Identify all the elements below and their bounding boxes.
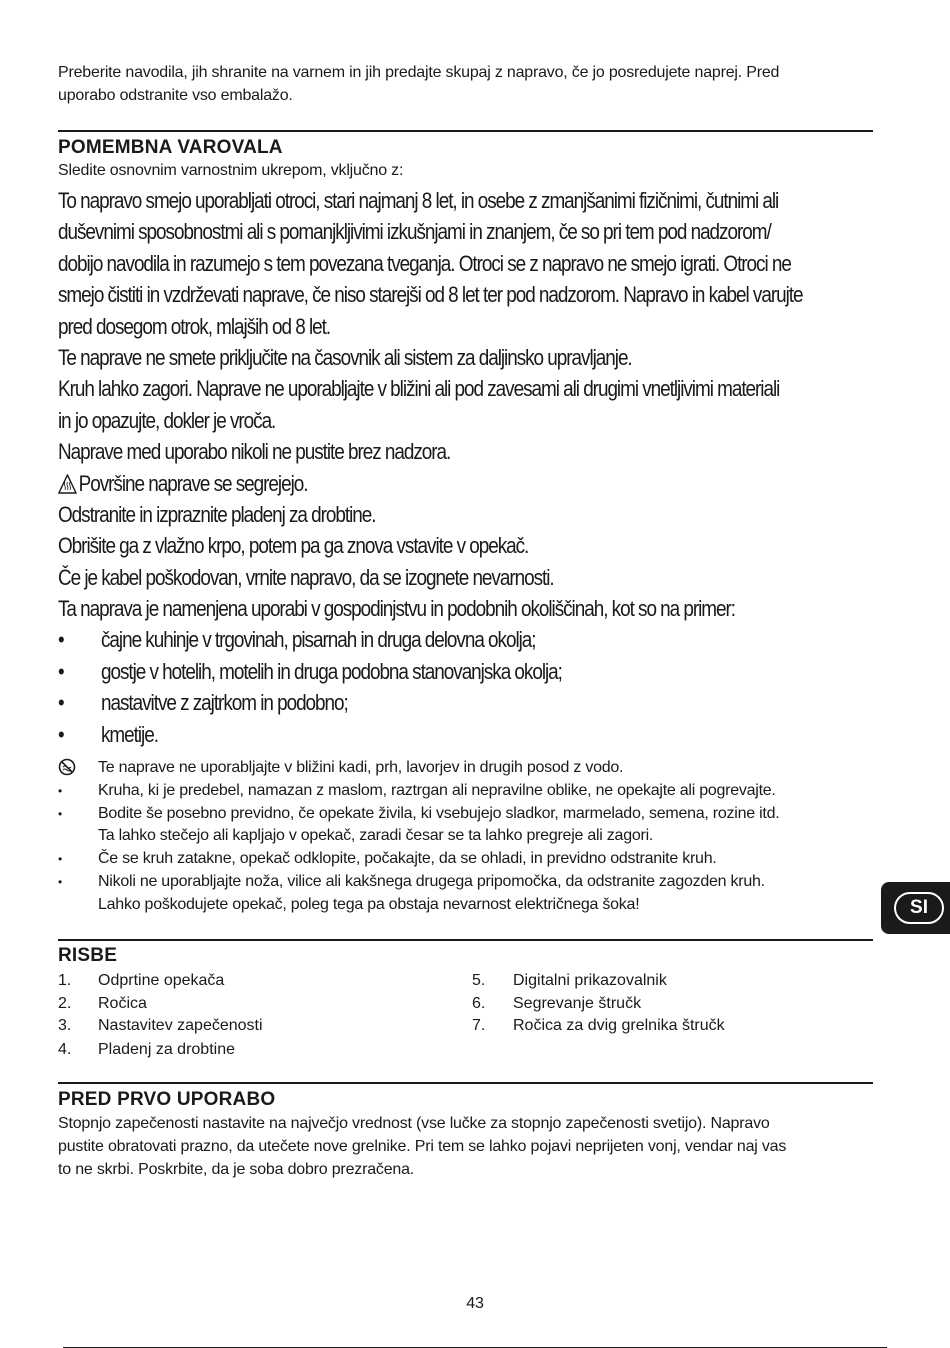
safety-line: dobijo navodila in razumejo s tem povezana tveganja. Otroci se z napravo ne smejo igrati. Otroci ne — [58, 250, 791, 276]
figures-heading: RISBE — [58, 945, 118, 966]
figure-label: Ročica — [98, 995, 147, 1012]
bullet: • — [58, 627, 64, 653]
list-item: • čajne kuhinje v trgovinah, pisarnah in druga delovna okolja; — [58, 624, 772, 655]
first-use-text — [58, 1112, 888, 1181]
section-rule — [58, 1082, 873, 1084]
safety-big-text — [58, 185, 803, 750]
bullet: • — [58, 658, 64, 684]
figure-num: 2. — [58, 995, 72, 1012]
safety-line: To napravo smejo uporabljati otroci, stari najmanj 8 let, in osebe z zmanjšanimi fizičnimi, čutnimi ali — [58, 188, 779, 213]
list-item-continued: Lahko poškodujete opekač, poleg tega pa obstaja nevarnost električnega šoka! — [98, 896, 640, 913]
safety-line: smejo čistiti in vzdrževati naprave, če niso starejši od 8 let ter pod nadzorom. Napravo in kabel varujte — [58, 282, 803, 308]
safety-line: Če je kabel poškodovan, vrnite napravo, da se izognete nevarnosti. — [58, 564, 554, 590]
first-use-line: pustite obratovati prazno, da utečete nove grelnike. Pri tem se lahko pojavi neprijeten vonj, vendar naj vas — [58, 1138, 787, 1155]
hot-surface-line — [58, 468, 772, 499]
bullet: • — [58, 875, 63, 889]
safety-line: Odstranite in izpraznite pladenj za drobtine. — [58, 501, 376, 527]
intro-text — [58, 61, 888, 107]
figure-label: Digitalni prikazovalnik — [513, 972, 667, 989]
safety-line: Kruh lahko zagori. Naprave ne uporabljajte v bližini ali pod zavesami ali drugimi vnetljivimi materiali — [58, 376, 780, 402]
figure-label: Nastavitev zapečenosti — [98, 1017, 263, 1034]
figure-label: Segrevanje štručk — [513, 995, 642, 1012]
list-item: • kmetije. — [58, 719, 772, 750]
section-rule — [58, 939, 873, 941]
bullet: • — [58, 807, 63, 821]
language-tab — [881, 882, 950, 934]
safety-subtitle: Sledite osnovnim varnostnim ukrepom, vključno z: — [58, 162, 404, 179]
language-tab-label: SI — [894, 892, 944, 924]
safety-line: Te naprave ne smete priključite na časovnik ali sistem za daljinsko upravljanje. — [58, 344, 632, 370]
list-item: • nastavitve z zajtrkom in podobno; — [58, 687, 772, 718]
list-item: • gostje v hotelih, motelih in druga podobna stanovanjska okolja; — [58, 656, 772, 687]
bullet: • — [58, 690, 64, 716]
figure-num: 3. — [58, 1017, 72, 1034]
figure-label: Ročica za dvig grelnika štručk — [513, 1017, 725, 1034]
safety-line: in jo opazujte, dokler je vroča. — [58, 407, 276, 433]
figure-num: 6. — [472, 995, 486, 1012]
figure-num: 4. — [58, 1041, 72, 1058]
list-item-continued: Ta lahko stečejo ali kapljajo v opekač, zaradi česar se ta lahko pregreje ali zagori. — [98, 827, 654, 844]
section-rule — [58, 130, 873, 132]
figure-num: 7. — [472, 1017, 486, 1034]
bullet: • — [58, 784, 63, 798]
safety-line: pred dosegom otrok, mlajših od 8 let. — [58, 313, 331, 339]
bullet: • — [58, 721, 64, 747]
first-use-line: to ne skrbi. Poskrbite, da je soba dobro prezračena. — [58, 1161, 415, 1178]
safety-heading: POMEMBNA VAROVALA — [58, 137, 283, 158]
safety-line: Obrišite ga z vlažno krpo, potem pa ga znova vstavite v opekač. — [58, 533, 529, 559]
list-item: Če se kruh zatakne, opekač odklopite, počakajte, da se ohladi, in previdno odstranite kruh. — [98, 850, 717, 867]
intro-line: Preberite navodila, jih shranite na varnem in jih predajte skupaj z napravo, če jo posredujete naprej. Pred — [58, 64, 780, 81]
safety-line: Naprave med uporabo nikoli ne pustite brez nadzora. — [58, 439, 451, 465]
first-use-line: Stopnjo zapečenosti nastavite na največjo vrednost (vse lučke za stopnjo zapečenosti svetijo). Napravo — [58, 1115, 770, 1132]
water-warning-text: Te naprave ne uporabljajte v bližini kadi, prh, lavorjev in drugih posod z vodo. — [98, 759, 624, 776]
list-item: Bodite še posebno previdno, če opekate živila, ki vsebujejo sladkor, marmelado, semena, rozine itd. — [98, 805, 780, 822]
figure-num: 1. — [58, 972, 72, 989]
list-item: Kruha, ki je predebel, namazan z maslom, raztrgan ali nepravilne oblike, ne opekajte ali pogrevajte. — [98, 782, 776, 799]
list-item: Nikoli ne uporabljajte noža, vilice ali kakšnega drugega pripomočka, da odstranite zagozden kruh. — [98, 873, 765, 890]
figure-label: Pladenj za drobtine — [98, 1041, 235, 1058]
intro-line: uporabo odstranite vso embalažo. — [58, 87, 293, 104]
safety-line: Ta naprava je namenjena uporabi v gospodinjstvu in podobnih okoliščinah, kot so na primer: — [58, 596, 736, 622]
safety-line: duševnimi sposobnostmi ali s pomanjkljivimi izkušnjami in znanjem, če so pri tem pod nadzorom/ — [58, 219, 771, 245]
first-use-heading: PRED PRVO UPORABO — [58, 1089, 276, 1110]
page-number: 43 — [466, 1295, 484, 1312]
figure-label: Odprtine opekača — [98, 972, 225, 989]
hot-surface-text: Površine naprave se segrejejo. — [78, 470, 308, 496]
figure-num: 5. — [472, 972, 486, 989]
hot-surface-warning-icon — [58, 471, 79, 502]
bullet: • — [58, 852, 63, 866]
